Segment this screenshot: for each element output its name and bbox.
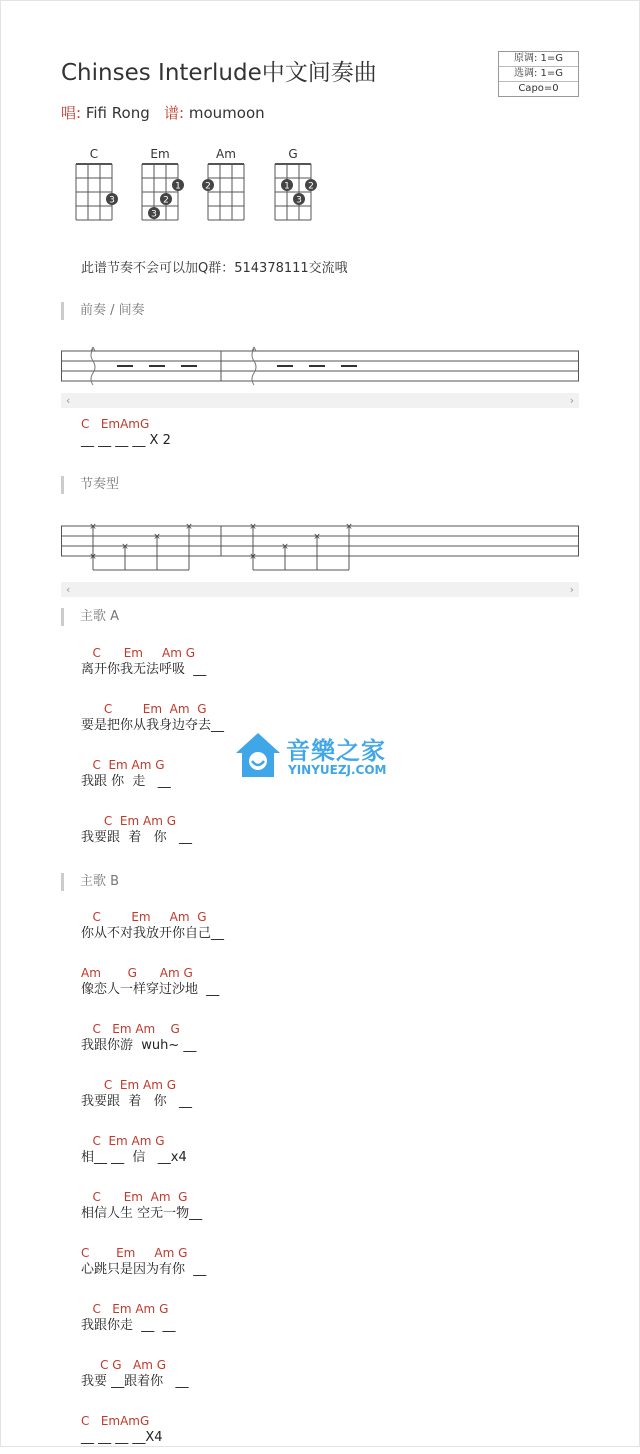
lyric-row: 我跟你走 __ __ xyxy=(81,1318,176,1333)
lyric-row: 我跟你游 wuh~ __ xyxy=(81,1038,197,1053)
chord-diagram-c xyxy=(68,147,120,206)
chord-row: C Em Am G xyxy=(81,1302,169,1316)
chord-row: C Em Am G xyxy=(81,646,196,660)
svg-text:2: 2 xyxy=(308,181,314,192)
lyric-row: 我要 __跟着你 __ xyxy=(81,1374,189,1389)
svg-text:1: 1 xyxy=(175,181,181,192)
lyric-row: __ __ __ __ X 2 xyxy=(81,433,171,448)
scroll-right-icon[interactable]: › xyxy=(569,394,574,407)
svg-text:3: 3 xyxy=(109,195,115,206)
chord-row: C Em Am G xyxy=(81,758,165,772)
arranger-label: 谱: xyxy=(164,104,185,122)
qq-group-note: 此谱节奏不会可以加Q群：514378111交流哦 xyxy=(81,261,348,276)
song-meta xyxy=(61,102,265,123)
lyric-row: __ __ __ __X4 xyxy=(81,1430,163,1445)
song-title: Chinses Interlude中文间奏曲 xyxy=(61,60,377,86)
chord-diagram-g xyxy=(267,147,319,206)
svg-text:×: × xyxy=(185,522,193,532)
verse-a-line-4 xyxy=(81,814,561,854)
scroll-right-icon[interactable]: › xyxy=(569,583,574,596)
rhythm-scrollbar[interactable] xyxy=(61,582,579,597)
lyric-row: 像恋人一样穿过沙地 __ xyxy=(81,982,220,997)
verse-b-line-8 xyxy=(81,1302,561,1342)
chord-name: Am xyxy=(216,147,236,161)
section-heading-rhythm: 节奏型 xyxy=(61,476,119,494)
chord-row: Am G Am G xyxy=(81,966,193,980)
house-logo-icon xyxy=(232,729,284,781)
lyric-row: 相信人生 空无一物__ xyxy=(81,1206,203,1221)
svg-text:2: 2 xyxy=(163,195,169,206)
singer-name[interactable]: Fifi Rong xyxy=(85,104,150,122)
site-watermark xyxy=(232,727,412,783)
verse-b-line-3 xyxy=(81,1022,561,1062)
svg-text:3: 3 xyxy=(151,209,157,220)
verse-b-line-2 xyxy=(81,966,561,1006)
singer-label: 唱: xyxy=(61,104,82,122)
verse-b-line-9 xyxy=(81,1358,561,1398)
lyric-row: 我要跟 着 你 __ xyxy=(81,830,193,845)
chord-row: C Em Am G xyxy=(81,1246,188,1260)
chord-row: C EmAmG xyxy=(81,1414,150,1428)
svg-text:×: × xyxy=(281,542,289,552)
svg-text:×: × xyxy=(153,532,161,542)
lyric-row: 要是把你从我身边夺去__ xyxy=(81,718,225,733)
chord-row: C Em Am G xyxy=(81,910,207,924)
svg-text:2: 2 xyxy=(205,181,211,192)
watermark-cn: 音樂之家 xyxy=(286,737,386,765)
key-info-box xyxy=(498,51,579,97)
lyric-row: 我跟 你 走 __ xyxy=(81,774,171,789)
verse-a-line-1 xyxy=(81,646,561,686)
arranger-name[interactable]: moumoon xyxy=(188,104,265,122)
fretboard-em xyxy=(134,162,186,222)
svg-text:×: × xyxy=(313,532,321,542)
svg-text:×: × xyxy=(249,552,257,562)
chord-row: C EmAmG xyxy=(81,417,150,431)
verse-b-line-7 xyxy=(81,1246,561,1286)
chord-row: C Em Am G xyxy=(81,1190,188,1204)
svg-text:×: × xyxy=(89,552,97,562)
section-heading-verse-b: 主歌 B xyxy=(61,873,119,891)
section-heading-intro: 前奏 / 间奏 xyxy=(61,302,145,320)
intro-tab-staff xyxy=(61,345,579,387)
original-key: 原调: 1=G xyxy=(499,52,578,67)
fretboard-c xyxy=(68,162,120,222)
lyric-row: 我要跟 着 你 __ xyxy=(81,1094,193,1109)
lyric-row: 相__ __ 信 __x4 xyxy=(81,1150,187,1165)
verse-b-line-4 xyxy=(81,1078,561,1118)
svg-text:3: 3 xyxy=(296,195,302,206)
chord-row: C Em Am G xyxy=(81,814,176,828)
chord-name: C xyxy=(89,147,99,161)
svg-text:×: × xyxy=(89,522,97,532)
chord-name: G xyxy=(288,147,298,161)
lyric-row: 离开你我无法呼吸 __ xyxy=(81,662,207,677)
fretboard-g xyxy=(267,162,319,222)
svg-text:1: 1 xyxy=(284,181,290,192)
intro-chord-line xyxy=(81,417,561,457)
chord-name: Em xyxy=(150,147,170,161)
intro-scrollbar[interactable] xyxy=(61,393,579,408)
rhythm-tab-staff xyxy=(61,518,579,574)
chord-diagram-em xyxy=(134,147,186,220)
scroll-left-icon[interactable]: ‹ xyxy=(66,583,71,596)
verse-b-line-5 xyxy=(81,1134,561,1174)
chord-row: C G Am G xyxy=(81,1358,167,1372)
svg-text:×: × xyxy=(345,522,353,532)
chord-row: C Em Am G xyxy=(81,1134,165,1148)
chord-diagram-am xyxy=(200,147,252,192)
chord-row: C Em Am G xyxy=(81,1022,180,1036)
capo: Capo=0 xyxy=(518,83,559,94)
selected-key: 选调: 1=G xyxy=(499,67,578,82)
section-heading-verse-a: 主歌 A xyxy=(61,608,119,626)
verse-b-line-1 xyxy=(81,910,561,950)
lyric-row: 心跳只是因为有你 __ xyxy=(81,1262,207,1277)
chord-row: C Em Am G xyxy=(81,1078,176,1092)
chord-row: C Em Am G xyxy=(81,702,207,716)
scroll-left-icon[interactable]: ‹ xyxy=(66,394,71,407)
fretboard-am xyxy=(200,162,252,222)
watermark-en: YINYUEZJ.COM xyxy=(288,763,387,777)
verse-b-line-6 xyxy=(81,1190,561,1230)
verse-b-line-10 xyxy=(81,1414,561,1454)
svg-text:×: × xyxy=(121,542,129,552)
lyric-row: 你从不对我放开你自己__ xyxy=(81,926,225,941)
svg-text:×: × xyxy=(249,522,257,532)
